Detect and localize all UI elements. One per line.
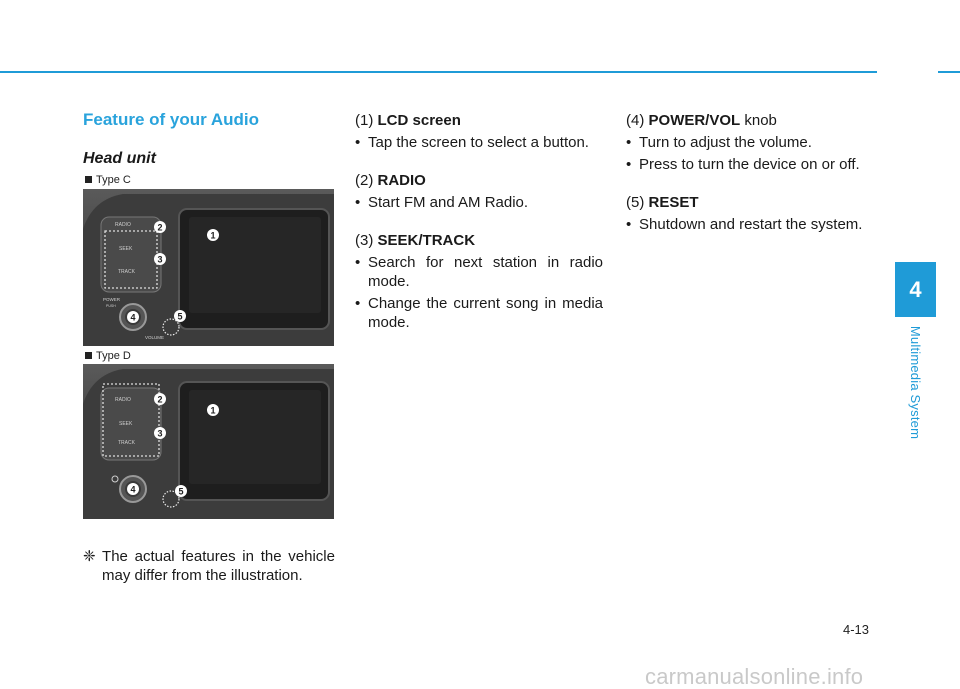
track-button-text: TRACK — [118, 269, 135, 275]
list-item: • Shutdown and restart the system. — [626, 215, 874, 234]
chapter-number-tab: 4 — [895, 262, 936, 317]
item-2-heading — [355, 171, 603, 190]
section-title: Feature of your Audio — [83, 110, 259, 129]
type-c-label-text: Type C — [96, 174, 131, 186]
seek-button-text: SEEK — [119, 421, 133, 427]
seek-button-text: SEEK — [119, 246, 133, 252]
item-4-heading — [626, 111, 874, 130]
callout-1: 1 — [210, 405, 216, 416]
track-button-text: TRACK — [118, 440, 135, 446]
watermark: carmanualsonline.info — [645, 664, 864, 689]
callout-5: 5 — [178, 486, 184, 497]
item-5-heading — [626, 193, 874, 212]
feature-list-middle — [355, 111, 603, 351]
item-1-heading — [355, 111, 603, 130]
list-item: • Search for next station in radio mode. — [355, 253, 603, 291]
item-4-suffix: knob — [744, 112, 777, 129]
list-item: • Start FM and AM Radio. — [355, 193, 603, 212]
item-5-name: RESET — [648, 194, 699, 211]
item-2-bullets — [355, 193, 603, 212]
list-item: • Press to turn the device on or off. — [626, 155, 874, 174]
sub-title: Head unit — [83, 150, 156, 167]
type-c-label — [85, 174, 131, 186]
callout-2: 2 — [157, 222, 163, 233]
item-5-number: (5) — [626, 194, 645, 211]
feature-list-right — [626, 111, 874, 253]
type-d-label-text: Type D — [96, 350, 131, 362]
item-4-bullets — [626, 133, 874, 174]
chapter-name — [895, 322, 936, 442]
item-3-name: SEEK/TRACK — [377, 232, 476, 249]
list-item: • Change the current song in media mode. — [355, 294, 603, 332]
square-bullet-icon — [85, 176, 92, 183]
page-number: 4-13 — [843, 622, 870, 637]
item-2-number: (2) — [355, 172, 374, 189]
item-3-heading — [355, 231, 603, 250]
item-3-bullets — [355, 253, 603, 332]
type-c-head-unit-image — [83, 189, 334, 346]
type-d-head-unit-image — [83, 364, 334, 519]
callout-4: 4 — [130, 484, 136, 495]
chapter-name-text: Multimedia System — [908, 325, 923, 439]
callout-5: 5 — [177, 311, 183, 322]
illustration-note: ❈ The actual features in the vehicle may differ from the illustration. — [83, 548, 335, 584]
item-4-name: POWER/VOL — [648, 112, 741, 129]
callout-3: 3 — [157, 428, 163, 439]
radio-button-text: RADIO — [115, 397, 131, 403]
item-2-name: RADIO — [377, 172, 426, 189]
push-label-text: PUSH — [106, 304, 116, 308]
callout-4: 4 — [130, 312, 136, 323]
volume-label-text: VOLUME — [145, 335, 165, 340]
type-d-label — [85, 350, 131, 362]
item-5-bullets — [626, 215, 874, 234]
radio-button-text: RADIO — [115, 222, 131, 228]
header-rule-left — [0, 71, 877, 73]
lcd-screen — [189, 390, 321, 484]
header-rule-right — [938, 71, 960, 73]
callout-3: 3 — [157, 254, 163, 265]
callout-2: 2 — [157, 394, 163, 405]
item-1-name: LCD screen — [377, 112, 461, 129]
callout-1: 1 — [210, 230, 216, 241]
square-bullet-icon — [85, 352, 92, 359]
list-item: • Turn to adjust the volume. — [626, 133, 874, 152]
item-3-number: (3) — [355, 232, 374, 249]
item-1-bullets — [355, 133, 603, 152]
list-item: • Tap the screen to select a button. — [355, 133, 603, 152]
power-label-text: POWER — [103, 297, 121, 302]
item-4-number: (4) — [626, 112, 645, 129]
item-1-number: (1) — [355, 112, 374, 129]
